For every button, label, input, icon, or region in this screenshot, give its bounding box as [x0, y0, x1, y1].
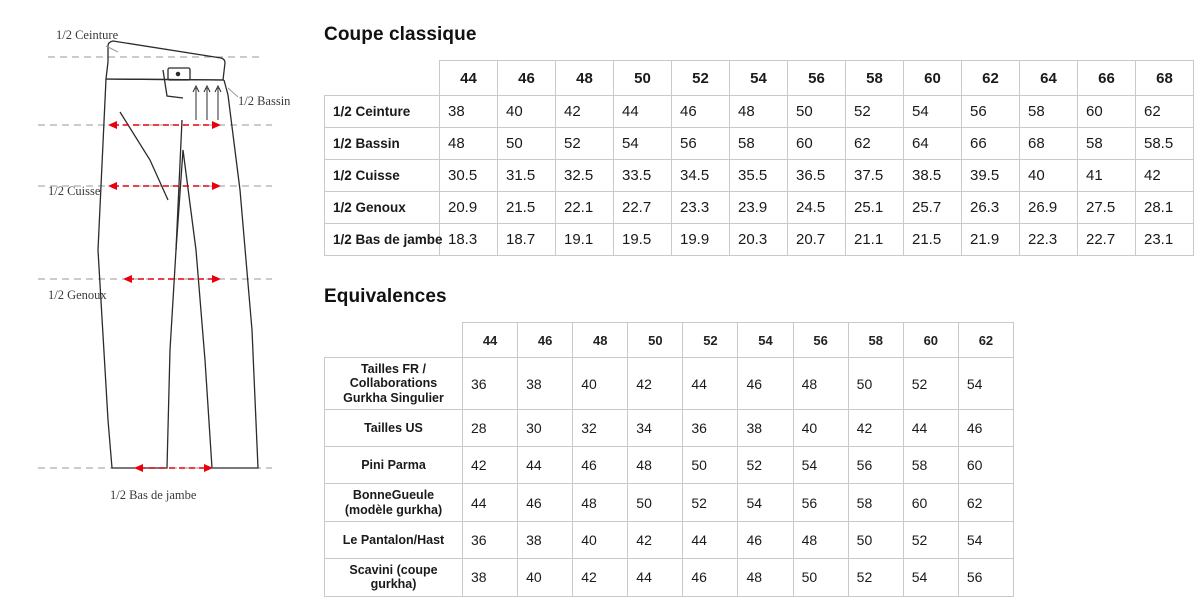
equiv-cell: 58	[903, 447, 958, 484]
equiv-cell: 46	[573, 447, 628, 484]
fit-cell: 18.7	[498, 224, 556, 256]
fit-cell: 19.1	[556, 224, 614, 256]
equiv-cell: 42	[628, 521, 683, 558]
fit-col-58: 58	[846, 61, 904, 96]
table-row	[325, 484, 1014, 522]
equiv-cell: 50	[628, 484, 683, 522]
fit-row-label-genoux: 1/2 Genoux	[325, 192, 440, 224]
equiv-col-46: 46	[518, 323, 573, 358]
table-row	[325, 192, 1194, 224]
equiv-cell: 42	[848, 410, 903, 447]
equiv-cell: 46	[518, 484, 573, 522]
guide-lines	[38, 57, 272, 468]
fit-cell: 54	[904, 96, 962, 128]
table-row	[325, 128, 1194, 160]
fit-row-label-cuisse: 1/2 Cuisse	[325, 160, 440, 192]
page-title-coupe-classique: Coupe classique	[324, 24, 477, 45]
fit-cell: 24.5	[788, 192, 846, 224]
equiv-col-60: 60	[903, 323, 958, 358]
equiv-cell: 60	[958, 447, 1013, 484]
label-bas-de-jambe: 1/2 Bas de jambe	[110, 488, 197, 502]
equiv-cell: 54	[958, 521, 1013, 558]
trouser-measurement-diagram	[0, 0, 310, 548]
equiv-row-label-le-pantalon-hast: Le Pantalon/Hast	[325, 521, 463, 558]
equiv-row-label-pini-parma: Pini Parma	[325, 447, 463, 484]
equiv-cell: 52	[848, 558, 903, 596]
equiv-col-50: 50	[628, 323, 683, 358]
equiv-col-44: 44	[463, 323, 518, 358]
fit-cell: 23.3	[672, 192, 730, 224]
fit-col-50: 50	[614, 61, 672, 96]
trouser-diagram-svg	[0, 0, 310, 548]
equiv-cell: 52	[738, 447, 793, 484]
measure-arrowheads	[108, 121, 221, 472]
fit-cell: 62	[1136, 96, 1194, 128]
fit-table-corner	[325, 61, 440, 96]
equiv-cell: 30	[518, 410, 573, 447]
fit-row-label-bas-de-jambe: 1/2 Bas de jambe	[325, 224, 440, 256]
fit-cell: 20.3	[730, 224, 788, 256]
fit-cell: 19.9	[672, 224, 730, 256]
equiv-cell: 38	[518, 358, 573, 410]
table-row	[325, 447, 1014, 484]
equiv-cell: 54	[738, 484, 793, 522]
fit-col-46: 46	[498, 61, 556, 96]
equiv-row-label-scavini: Scavini (coupe gurkha)	[325, 558, 463, 596]
equivalences-table	[324, 322, 1014, 597]
fit-cell: 62	[846, 128, 904, 160]
fit-cell: 33.5	[614, 160, 672, 192]
fit-cell: 26.3	[962, 192, 1020, 224]
equiv-cell: 42	[628, 358, 683, 410]
equiv-cell: 58	[848, 484, 903, 522]
fit-col-54: 54	[730, 61, 788, 96]
fit-cell: 37.5	[846, 160, 904, 192]
fit-cell: 60	[788, 128, 846, 160]
equiv-cell: 42	[463, 447, 518, 484]
table-row	[325, 521, 1014, 558]
equiv-col-52: 52	[683, 323, 738, 358]
fit-cell: 56	[962, 96, 1020, 128]
equiv-cell: 48	[628, 447, 683, 484]
equiv-cell: 48	[793, 358, 848, 410]
equiv-cell: 50	[683, 447, 738, 484]
equiv-col-58: 58	[848, 323, 903, 358]
fit-col-66: 66	[1078, 61, 1136, 96]
fit-cell: 60	[1078, 96, 1136, 128]
fit-cell: 64	[904, 128, 962, 160]
equiv-cell: 44	[683, 521, 738, 558]
equiv-cell: 46	[738, 358, 793, 410]
equiv-cell: 40	[573, 358, 628, 410]
fit-cell: 28.1	[1136, 192, 1194, 224]
equiv-col-54: 54	[738, 323, 793, 358]
fit-col-52: 52	[672, 61, 730, 96]
fit-cell: 68	[1020, 128, 1078, 160]
fit-cell: 66	[962, 128, 1020, 160]
table-row	[325, 96, 1194, 128]
equiv-cell: 50	[793, 558, 848, 596]
fit-cell: 50	[498, 128, 556, 160]
equiv-cell: 32	[573, 410, 628, 447]
fit-cell: 40	[498, 96, 556, 128]
fit-col-64: 64	[1020, 61, 1078, 96]
fit-cell: 20.9	[440, 192, 498, 224]
fit-cell: 54	[614, 128, 672, 160]
equiv-cell: 36	[463, 521, 518, 558]
fit-row-label-bassin: 1/2 Bassin	[325, 128, 440, 160]
fit-cell: 56	[672, 128, 730, 160]
equiv-cell: 38	[738, 410, 793, 447]
fit-cell: 31.5	[498, 160, 556, 192]
fit-cell: 22.1	[556, 192, 614, 224]
equiv-cell: 46	[958, 410, 1013, 447]
equiv-cell: 52	[683, 484, 738, 522]
fit-cell: 19.5	[614, 224, 672, 256]
equiv-cell: 52	[903, 358, 958, 410]
label-bassin: 1/2 Bassin	[238, 94, 291, 108]
fit-cell: 58	[730, 128, 788, 160]
fit-cell: 34.5	[672, 160, 730, 192]
equiv-cell: 36	[463, 358, 518, 410]
fit-col-44: 44	[440, 61, 498, 96]
fit-cell: 22.7	[1078, 224, 1136, 256]
fit-cell: 21.1	[846, 224, 904, 256]
equiv-cell: 40	[573, 521, 628, 558]
equiv-cell: 44	[518, 447, 573, 484]
fit-cell: 35.5	[730, 160, 788, 192]
fit-cell: 42	[556, 96, 614, 128]
fit-cell: 27.5	[1078, 192, 1136, 224]
trouser-outline	[98, 41, 258, 468]
equiv-cell: 56	[958, 558, 1013, 596]
fit-cell: 52	[846, 96, 904, 128]
equiv-col-62: 62	[958, 323, 1013, 358]
equiv-cell: 28	[463, 410, 518, 447]
fit-cell: 21.5	[498, 192, 556, 224]
fit-cell: 21.5	[904, 224, 962, 256]
equiv-cell: 54	[958, 358, 1013, 410]
fit-cell: 38.5	[904, 160, 962, 192]
equiv-table-corner	[325, 323, 463, 358]
fit-cell: 48	[440, 128, 498, 160]
fit-cell: 39.5	[962, 160, 1020, 192]
equiv-cell: 44	[463, 484, 518, 522]
fit-cell: 58.5	[1136, 128, 1194, 160]
table-row	[325, 410, 1014, 447]
equiv-row-label-bonnegueule: BonneGueule (modèle gurkha)	[325, 484, 463, 522]
label-ceinture: 1/2 Ceinture	[56, 28, 119, 42]
fit-col-60: 60	[904, 61, 962, 96]
fit-col-56: 56	[788, 61, 846, 96]
fit-cell: 52	[556, 128, 614, 160]
equiv-cell: 34	[628, 410, 683, 447]
fit-col-68: 68	[1136, 61, 1194, 96]
equiv-cell: 36	[683, 410, 738, 447]
equiv-cell: 50	[848, 521, 903, 558]
page-title-equivalences: Equivalences	[324, 286, 447, 307]
coupe-classique-table	[324, 60, 1194, 256]
equiv-cell: 46	[738, 521, 793, 558]
equiv-cell: 44	[903, 410, 958, 447]
equiv-cell: 48	[573, 484, 628, 522]
fit-cell: 22.7	[614, 192, 672, 224]
equiv-cell: 52	[903, 521, 958, 558]
equiv-cell: 42	[573, 558, 628, 596]
equiv-cell: 56	[848, 447, 903, 484]
fit-row-label-ceinture: 1/2 Ceinture	[325, 96, 440, 128]
fit-cell: 26.9	[1020, 192, 1078, 224]
table-header-row	[325, 61, 1194, 96]
tables-panel	[310, 0, 1200, 592]
equiv-cell: 48	[793, 521, 848, 558]
equivalences-wrapper	[324, 322, 1014, 597]
fit-cell: 23.1	[1136, 224, 1194, 256]
fit-cell: 41	[1078, 160, 1136, 192]
equiv-cell: 56	[793, 484, 848, 522]
fit-cell: 20.7	[788, 224, 846, 256]
fit-cell: 42	[1136, 160, 1194, 192]
equiv-cell: 48	[738, 558, 793, 596]
fit-cell: 25.1	[846, 192, 904, 224]
equiv-cell: 62	[958, 484, 1013, 522]
table-header-row	[325, 323, 1014, 358]
fit-cell: 46	[672, 96, 730, 128]
fit-cell: 50	[788, 96, 846, 128]
equiv-cell: 38	[518, 521, 573, 558]
table-row	[325, 224, 1194, 256]
equiv-row-label-tailles-us: Tailles US	[325, 410, 463, 447]
fit-cell: 36.5	[788, 160, 846, 192]
label-genoux: 1/2 Genoux	[48, 288, 107, 302]
equiv-cell: 54	[903, 558, 958, 596]
fit-cell: 30.5	[440, 160, 498, 192]
table-row	[325, 358, 1014, 410]
equiv-row-label-tailles-fr: Tailles FR / Collaborations Gurkha Singulier	[325, 358, 463, 410]
fit-cell: 44	[614, 96, 672, 128]
equiv-cell: 44	[628, 558, 683, 596]
fit-cell: 58	[1078, 128, 1136, 160]
fit-cell: 48	[730, 96, 788, 128]
equiv-cell: 50	[848, 358, 903, 410]
fit-cell: 32.5	[556, 160, 614, 192]
fit-cell: 25.7	[904, 192, 962, 224]
equiv-col-56: 56	[793, 323, 848, 358]
fit-cell: 58	[1020, 96, 1078, 128]
fit-cell: 22.3	[1020, 224, 1078, 256]
measure-arrows	[113, 125, 216, 468]
label-cuisse: 1/2 Cuisse	[48, 184, 101, 198]
pleat-arrows	[193, 86, 221, 120]
fit-cell: 18.3	[440, 224, 498, 256]
fit-cell: 21.9	[962, 224, 1020, 256]
fit-col-62: 62	[962, 61, 1020, 96]
fit-cell: 38	[440, 96, 498, 128]
equiv-cell: 44	[683, 358, 738, 410]
fit-cell: 23.9	[730, 192, 788, 224]
equiv-cell: 54	[793, 447, 848, 484]
fit-col-48: 48	[556, 61, 614, 96]
table-row	[325, 160, 1194, 192]
fit-cell: 40	[1020, 160, 1078, 192]
equiv-cell: 46	[683, 558, 738, 596]
equiv-cell: 40	[518, 558, 573, 596]
equiv-cell: 38	[463, 558, 518, 596]
equiv-cell: 40	[793, 410, 848, 447]
table-row	[325, 558, 1014, 596]
equiv-cell: 60	[903, 484, 958, 522]
equiv-col-48: 48	[573, 323, 628, 358]
